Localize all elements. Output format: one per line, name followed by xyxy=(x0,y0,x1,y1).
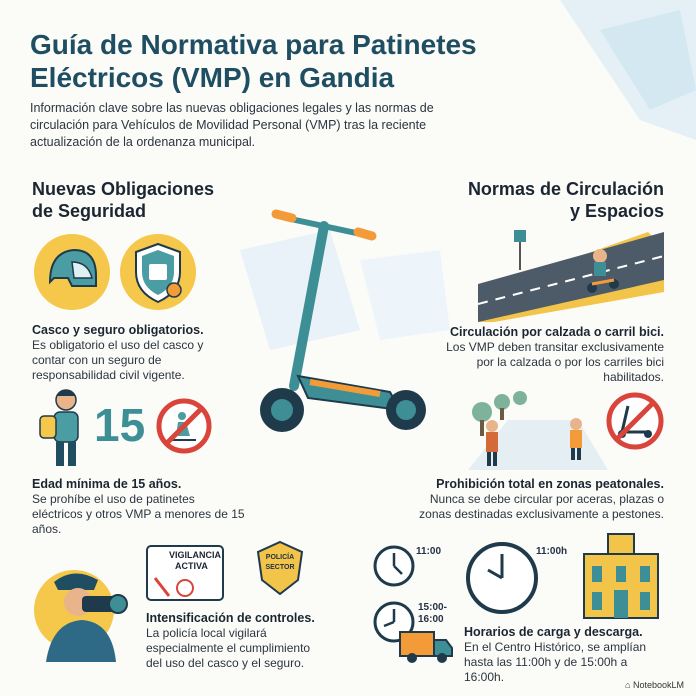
police-badge-icon xyxy=(254,540,306,596)
helmet-text: Es obligatorio el uso del casco y contar con un seguro de responsabilidad civil vigente. xyxy=(32,338,204,382)
intro-text: Información clave sobre las nuevas obligaciones legales y las normas de circulación para Vehículos de Movilidad Personal (VMP) tras la reciente actualización de la ordenanza municipal. xyxy=(30,101,434,149)
left-section-title xyxy=(32,178,262,222)
right-section-title-line2: y Espacios xyxy=(569,201,664,221)
scooter-illustration xyxy=(240,196,440,456)
clock-label-2-line2: 16:00 xyxy=(418,614,444,625)
brand-footer xyxy=(625,680,684,690)
hours-block xyxy=(464,624,668,685)
clock-label-2-line1: 15:00- xyxy=(418,602,447,613)
controls-block xyxy=(146,610,326,671)
minimum-age-number: 15 xyxy=(94,399,146,451)
pedestrian-heading: Prohibición total en zonas peatonales. xyxy=(436,477,664,491)
page-title-line2: Eléctricos (VMP) en Gandia xyxy=(30,62,395,93)
no-children-icon xyxy=(156,398,212,454)
controls-text: La policía local vigilará especialmente el cumplimiento del uso del casco y el seguro. xyxy=(146,626,311,670)
minimum-age-text: Se prohíbe el uso de patinetes eléctricos y otros VMP a menores de 15 años. xyxy=(32,492,245,536)
controls-heading: Intensificación de controles. xyxy=(146,611,315,625)
police-badge-line2: SECTOR xyxy=(265,564,295,571)
brand-logo-icon: ⌂ xyxy=(625,680,633,690)
hours-text: En el Centro Histórico, se amplían hasta las 11:00h y de 15:00h a 16:00h. xyxy=(464,640,647,684)
clock-label-2 xyxy=(418,602,447,626)
clock-label-1: 11:00 xyxy=(416,546,442,557)
left-section-title-line2: de Seguridad xyxy=(32,201,147,221)
clock-icon-small xyxy=(372,544,416,588)
hours-heading: Horarios de carga y descarga. xyxy=(464,625,643,639)
historic-building-icon xyxy=(578,530,664,622)
left-section-title-line1: Nuevas Obligaciones xyxy=(32,179,215,199)
surveillance-sign-line2: ACTIVA xyxy=(175,561,208,571)
road-bike-lane-illustration xyxy=(478,222,664,322)
helmet-icon xyxy=(32,232,112,312)
page-title-line1: Guía de Normativa para Patinetes xyxy=(30,29,477,60)
police-officer-illustration xyxy=(32,552,142,664)
clock-icon-large xyxy=(464,540,540,616)
right-section-title xyxy=(420,178,664,222)
road-block xyxy=(440,324,664,385)
pedestrian-zone-illustration xyxy=(468,390,608,470)
child-avatar xyxy=(32,386,92,470)
no-scooter-icon xyxy=(606,392,664,450)
clock-label-3: 11:00h xyxy=(536,546,568,557)
page-title xyxy=(30,28,630,94)
helmet-insurance-block xyxy=(32,322,222,383)
surveillance-sign-line1: VIGILANCIA xyxy=(169,550,222,560)
insurance-shield-icon xyxy=(118,232,198,312)
minimum-age-block xyxy=(32,476,247,537)
brand-name: NotebookLM xyxy=(632,680,684,690)
surveillance-sign xyxy=(145,540,227,604)
right-section-title-line1: Normas de Circulación xyxy=(467,179,664,199)
pedestrian-block xyxy=(410,476,664,522)
minimum-age-heading: Edad mínima de 15 años. xyxy=(32,477,182,491)
delivery-truck-icon xyxy=(398,628,454,666)
helmet-heading: Casco y seguro obligatorios. xyxy=(32,323,204,337)
police-badge-line1: POLICÍA xyxy=(265,554,295,561)
road-text: Los VMP deben transitar exclusivamente por la calzada o por los carriles bici habilitados. xyxy=(446,340,664,384)
pedestrian-text: Nunca se debe circular por aceras, plazas o zonas destinadas exclusivamente a pestones. xyxy=(419,492,664,521)
road-heading: Circulación por calzada o carril bici. xyxy=(450,325,664,339)
